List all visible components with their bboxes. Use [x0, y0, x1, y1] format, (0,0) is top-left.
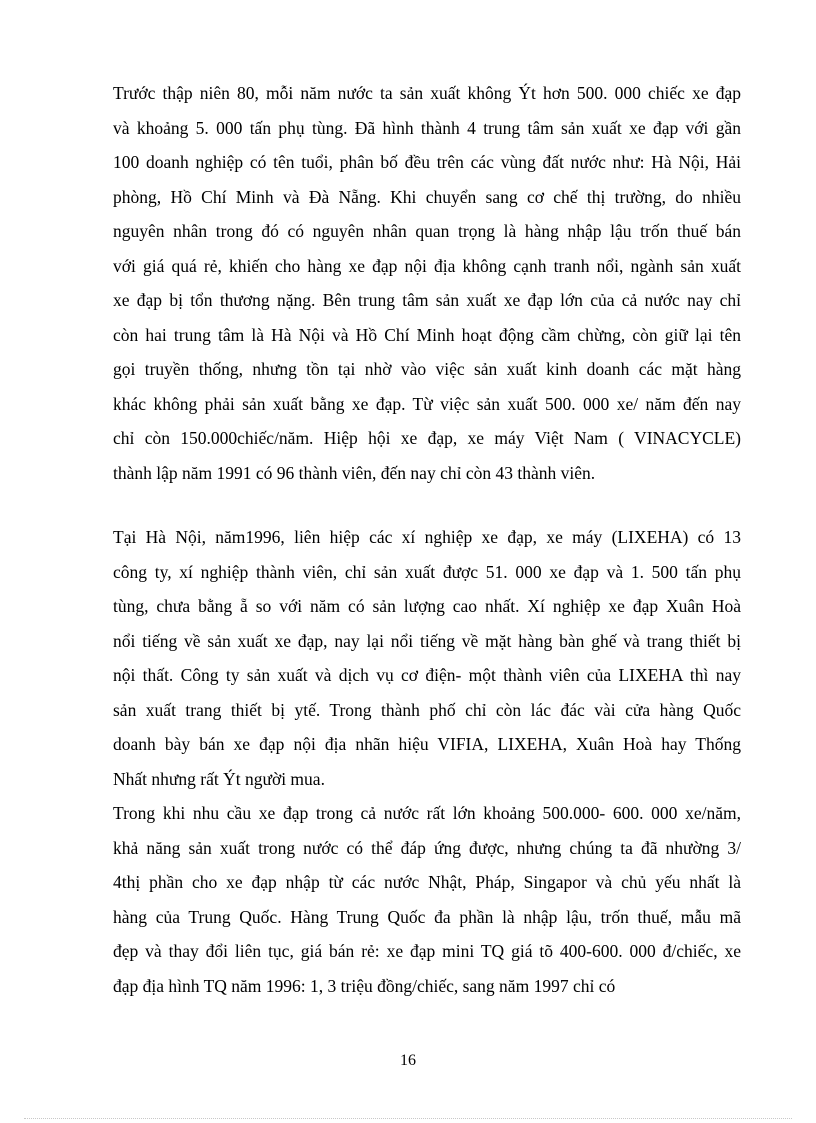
- text-line: khác không phải sản xuất bằng xe đạp. Từ việc sản xuất 500. 000 xe/ năm đến nay: [113, 393, 741, 414]
- document-body: [113, 76, 741, 1003]
- text-line: thành lập năm 1991 có 96 thành viên, đến nay chỉ còn 43 thành viên.: [113, 462, 596, 483]
- page-border-divider: [24, 1118, 792, 1119]
- text-line: xe đạp bị tổn thương nặng. Bên trung tâm sản xuất xe đạp lớn của cả nước nay chỉ: [113, 290, 741, 310]
- page-number: 16: [400, 1052, 416, 1069]
- text-line: phòng, Hồ Chí Minh và Đà Nẵng. Khi chuyển sang cơ chế thị trường, do nhiều: [113, 186, 741, 207]
- text-line: Trước thập niên 80, mỗi năm nước ta sản xuất không Ýt hơn 500. 000 chiếc xe đạp: [113, 83, 741, 103]
- text-line: khả năng sản xuất trong nước có thể đáp ứng được, nhưng chúng ta đã nhường 3/: [113, 837, 741, 858]
- text-line: và khoảng 5. 000 tấn phụ tùng. Đã hình thành 4 trung tâm sản xuất xe đạp với gần: [113, 117, 741, 138]
- paragraph-hanoi-production: [113, 520, 741, 796]
- text-line: doanh bày bán xe đạp nội địa nhãn hiệu VIFIA, LIXEHA, Xuân Hoà hay Thống: [113, 734, 741, 754]
- text-line: 4thị phần cho xe đạp nhập từ các nước Nhật, Pháp, Singapor và chủ yếu nhất là: [113, 872, 741, 892]
- text-line: 100 doanh nghiệp có tên tuổi, phân bố đều trên các vùng đất nước như: Hà Nội, Hải: [113, 152, 741, 172]
- text-line: còn hai trung tâm là Hà Nội và Hồ Chí Minh hoạt động cầm chừng, còn giữ lại tên: [113, 324, 741, 345]
- text-line: Trong khi nhu cầu xe đạp trong cả nước rất lớn khoảng 500.000- 600. 000 xe/năm,: [113, 803, 741, 823]
- text-line: gọi truyền thống, nhưng tồn tại nhờ vào việc sản xuất kinh doanh các mặt hàng: [113, 359, 741, 379]
- text-line: nổi tiếng về sản xuất xe đạp, nay lại nổi tiếng về mặt hàng bàn ghế và trang thiết bị: [113, 630, 741, 651]
- paragraph-spacer: [113, 490, 741, 520]
- text-line: chỉ còn 150.000chiếc/năm. Hiệp hội xe đạp, xe máy Việt Nam ( VINACYCLE): [113, 428, 741, 448]
- text-line: Tại Hà Nội, năm1996, liên hiệp các xí nghiệp xe đạp, xe máy (LIXEHA) có 13: [113, 527, 741, 547]
- paragraph-bicycle-industry-history: [113, 76, 741, 490]
- text-line: công ty, xí nghiệp thành viên, chỉ sản xuất được 51. 000 xe đạp và 1. 500 tấn phụ: [113, 561, 741, 582]
- text-line: đẹp và thay đổi liên tục, giá bán rẻ: xe đạp mini TQ giá tõ 400-600. 000 đ/chiếc, xe: [113, 941, 741, 961]
- text-line: đạp địa hình TQ năm 1996: 1, 3 triệu đồng/chiếc, sang năm 1997 chỉ có: [113, 975, 616, 996]
- text-line: với giá quá rẻ, khiến cho hàng xe đạp nội địa không cạnh tranh nổi, ngành sản xuất: [113, 255, 741, 276]
- paragraph-market-demand: [113, 796, 741, 1003]
- text-line: tùng, chưa bằng ẵ so với năm có sản lượng cao nhất. Xí nghiệp xe đạp Xuân Hoà: [113, 596, 741, 616]
- text-line: Nhất nhưng rất Ýt người mua.: [113, 768, 325, 789]
- text-line: nguyên nhân trong đó có nguyên nhân quan trọng là hàng nhập lậu trốn thuế bán: [113, 221, 741, 241]
- text-line: nội thất. Công ty sản xuất và dịch vụ cơ điện- một thành viên của LIXEHA thì nay: [113, 665, 741, 685]
- text-line: hàng của Trung Quốc. Hàng Trung Quốc đa phần là nhập lậu, trốn thuế, mẫu mã: [113, 906, 741, 927]
- text-line: sản xuất trang thiết bị ytế. Trong thành phố chỉ còn lác đác vài cửa hàng Quốc: [113, 699, 741, 720]
